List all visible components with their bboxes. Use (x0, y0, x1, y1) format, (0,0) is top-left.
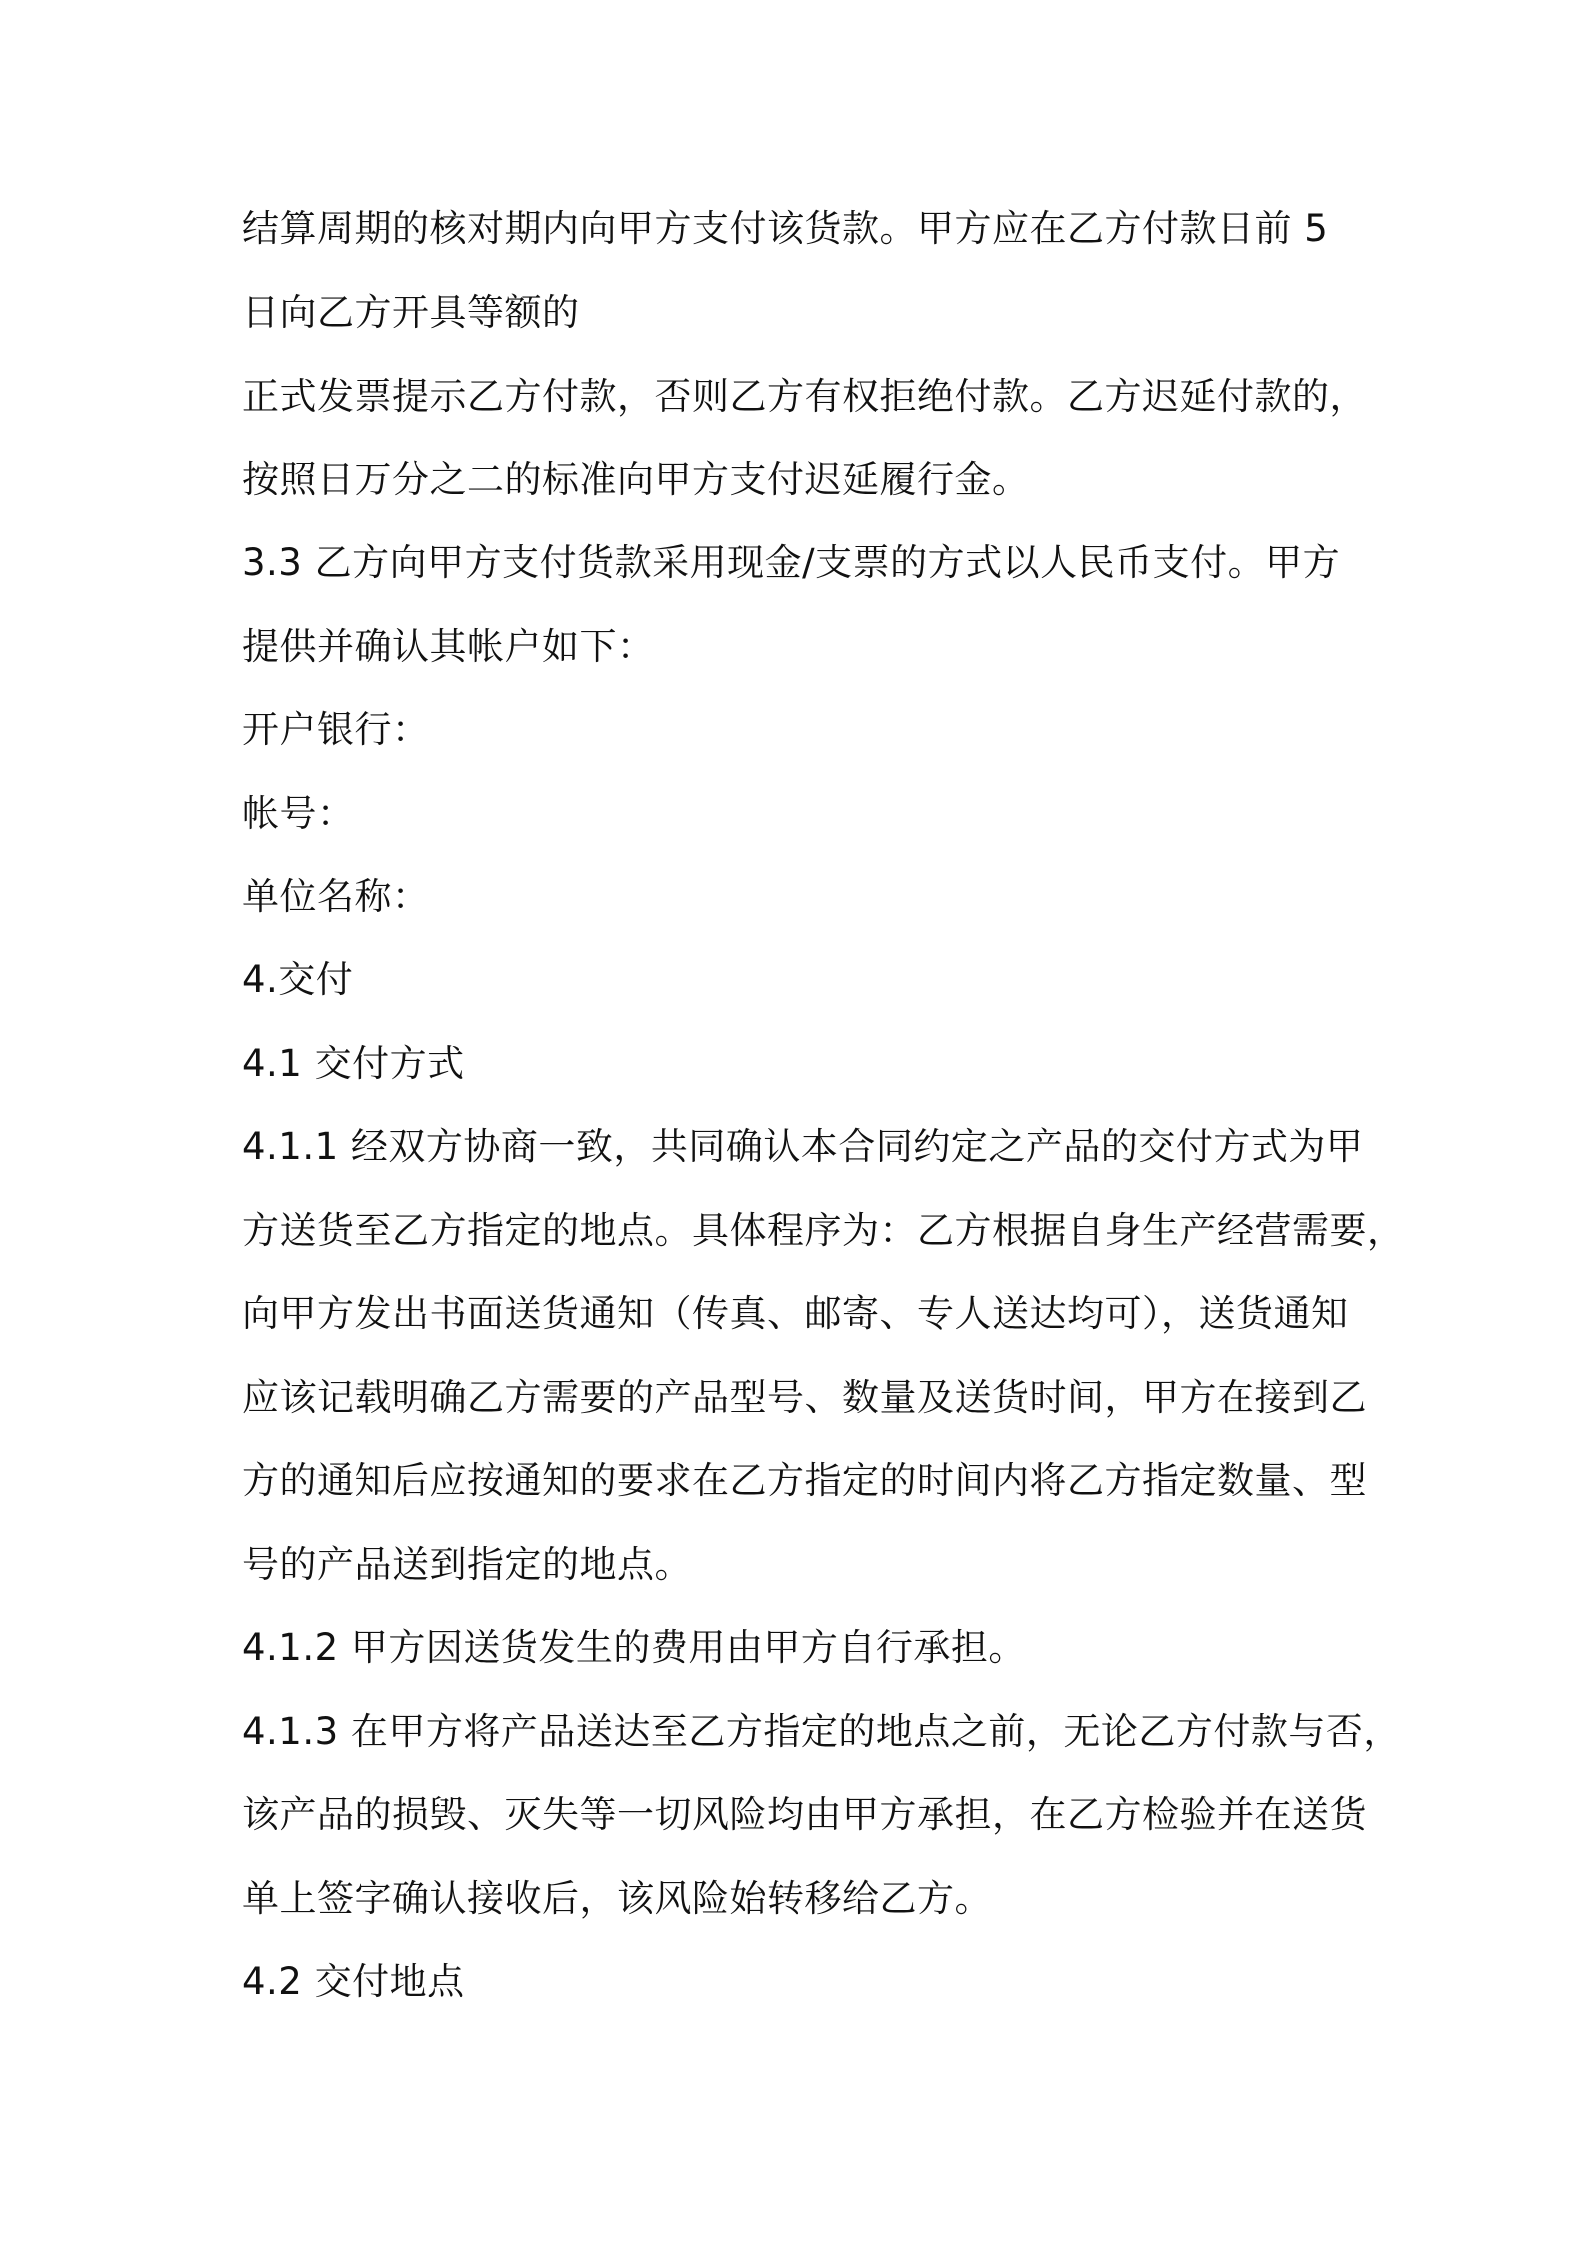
text-line: 方的通知后应按通知的要求在乙方指定的时间内将乙方指定数量、型 (242, 1459, 1367, 1502)
subsection-heading: 4.2 交付地点 (242, 1960, 465, 2003)
text-line: 3.3 乙方向甲方支付货款采用现金/支票的方式以人民币支付。甲方 (242, 541, 1341, 584)
text-line: 4.1.3 在甲方将产品送达至乙方指定的地点之前，无论乙方付款与否， (242, 1710, 1401, 1753)
text-line: 日向乙方开具等额的 (242, 291, 580, 334)
text-line: 4.1.2 甲方因送货发生的费用由甲方自行承担。 (242, 1626, 1026, 1669)
text-line: 应该记载明确乙方需要的产品型号、数量及送货时间，甲方在接到乙 (242, 1376, 1367, 1419)
text-line: 该产品的损毁、灭失等一切风险均由甲方承担，在乙方检验并在送货 (242, 1793, 1367, 1836)
text-line: 开户银行： (242, 708, 430, 751)
text-line: 4.1.1 经双方协商一致，共同确认本合同约定之产品的交付方式为甲 (242, 1125, 1364, 1168)
text-line: 帐号： (242, 792, 355, 835)
text-line: 单上签字确认接收后，该风险始转移给乙方。 (242, 1877, 992, 1920)
text-line: 正式发票提示乙方付款，否则乙方有权拒绝付款。乙方迟延付款的， (242, 375, 1367, 418)
text-line: 结算周期的核对期内向甲方支付该货款。甲方应在乙方付款日前 5 (242, 207, 1329, 250)
text-line: 提供并确认其帐户如下： (242, 625, 655, 668)
text-line: 单位名称： (242, 875, 430, 918)
text-line: 向甲方发出书面送货通知（传真、邮寄、专人送达均可），送货通知 (242, 1292, 1349, 1335)
section-heading: 4.交付 (242, 958, 354, 1001)
subsection-heading: 4.1 交付方式 (242, 1042, 465, 1085)
text-line: 方送货至乙方指定的地点。具体程序为：乙方根据自身生产经营需要， (242, 1209, 1405, 1252)
text-line: 号的产品送到指定的地点。 (242, 1543, 692, 1586)
text-line: 按照日万分之二的标准向甲方支付迟延履行金。 (242, 458, 1030, 501)
